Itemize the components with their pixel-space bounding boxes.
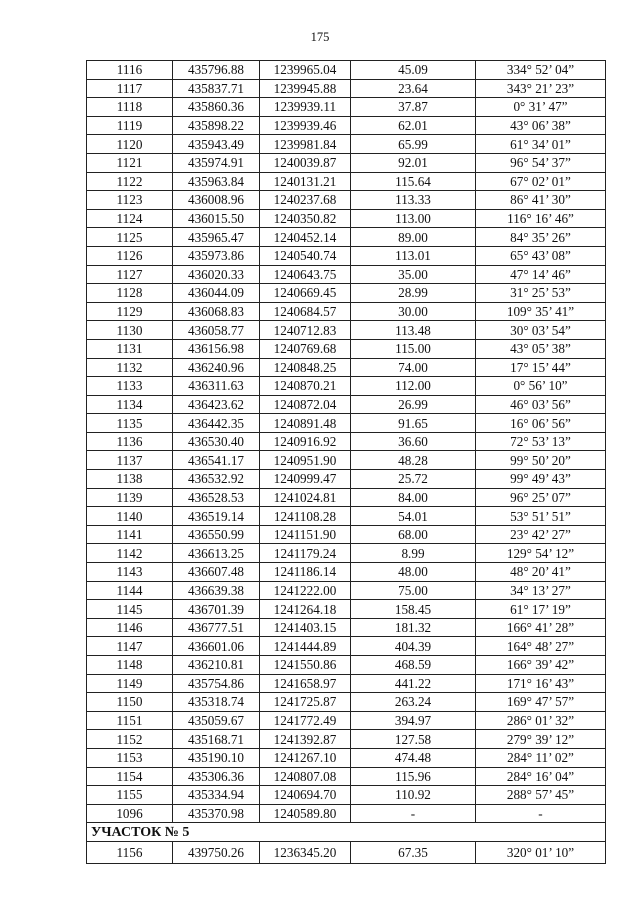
distance-cell: 127.58 <box>351 730 476 749</box>
distance-cell: 181.32 <box>351 618 476 637</box>
point-number-cell: 1136 <box>87 432 173 451</box>
table-row <box>87 581 606 600</box>
coord-y-cell: 1241772.49 <box>260 711 351 730</box>
coord-y-cell: 1240452.14 <box>260 228 351 247</box>
point-number-cell: 1138 <box>87 470 173 489</box>
table-row <box>87 730 606 749</box>
coord-x-cell: 436530.40 <box>173 432 260 451</box>
distance-cell: 113.01 <box>351 246 476 265</box>
coord-y-cell: 1239965.04 <box>260 61 351 80</box>
coord-x-cell: 435334.94 <box>173 786 260 805</box>
coord-x-cell: 439750.26 <box>173 841 260 863</box>
coord-y-cell: 1240848.25 <box>260 358 351 377</box>
point-number-cell: 1142 <box>87 544 173 563</box>
coord-y-cell: 1240589.80 <box>260 804 351 823</box>
point-number-cell: 1146 <box>87 618 173 637</box>
bearing-cell: 16° 06’ 56” <box>476 414 606 433</box>
table-row <box>87 116 606 135</box>
point-number-cell: 1124 <box>87 209 173 228</box>
point-number-cell: 1156 <box>87 841 173 863</box>
coord-x-cell: 436519.14 <box>173 507 260 526</box>
point-number-cell: 1149 <box>87 674 173 693</box>
coord-x-cell: 435754.86 <box>173 674 260 693</box>
table-row <box>87 488 606 507</box>
table-row <box>87 804 606 823</box>
coord-y-cell: 1239939.11 <box>260 98 351 117</box>
table-row <box>87 693 606 712</box>
coord-y-cell: 1241186.14 <box>260 563 351 582</box>
distance-cell: 54.01 <box>351 507 476 526</box>
point-number-cell: 1144 <box>87 581 173 600</box>
coord-x-cell: 436550.99 <box>173 525 260 544</box>
table-row <box>87 172 606 191</box>
table-row <box>87 525 606 544</box>
distance-cell: 26.99 <box>351 395 476 414</box>
bearing-cell: 169° 47’ 57” <box>476 693 606 712</box>
coord-x-cell: 435898.22 <box>173 116 260 135</box>
coord-y-cell: 1240769.68 <box>260 339 351 358</box>
point-number-cell: 1131 <box>87 339 173 358</box>
section-title: УЧАСТОК № 5 <box>87 823 606 842</box>
bearing-cell: 0° 31’ 47” <box>476 98 606 117</box>
bearing-cell: 96° 25’ 07” <box>476 488 606 507</box>
bearing-cell: 288° 57’ 45” <box>476 786 606 805</box>
coord-x-cell: 436777.51 <box>173 618 260 637</box>
bearing-cell: 0° 56’ 10” <box>476 377 606 396</box>
coord-x-cell: 435796.88 <box>173 61 260 80</box>
distance-cell: 62.01 <box>351 116 476 135</box>
coord-x-cell: 435370.98 <box>173 804 260 823</box>
bearing-cell: 23° 42’ 27” <box>476 525 606 544</box>
table-row <box>87 674 606 693</box>
bearing-cell: 284° 11’ 02” <box>476 748 606 767</box>
coord-x-cell: 436156.98 <box>173 339 260 358</box>
point-number-cell: 1140 <box>87 507 173 526</box>
bearing-cell: 109° 35’ 41” <box>476 302 606 321</box>
coord-x-cell: 436701.39 <box>173 600 260 619</box>
table-row <box>87 98 606 117</box>
coord-y-cell: 1240891.48 <box>260 414 351 433</box>
point-number-cell: 1126 <box>87 246 173 265</box>
table-row <box>87 246 606 265</box>
coord-x-cell: 436528.53 <box>173 488 260 507</box>
table-row <box>87 841 606 863</box>
distance-cell: 65.99 <box>351 135 476 154</box>
coord-x-cell: 436044.09 <box>173 284 260 303</box>
bearing-cell: 67° 02’ 01” <box>476 172 606 191</box>
coord-y-cell: 1239945.88 <box>260 79 351 98</box>
distance-cell: 8.99 <box>351 544 476 563</box>
distance-cell: 68.00 <box>351 525 476 544</box>
point-number-cell: 1143 <box>87 563 173 582</box>
coord-x-cell: 435973.86 <box>173 246 260 265</box>
distance-cell: - <box>351 804 476 823</box>
bearing-cell: - <box>476 804 606 823</box>
point-number-cell: 1135 <box>87 414 173 433</box>
distance-cell: 67.35 <box>351 841 476 863</box>
coord-x-cell: 436210.81 <box>173 656 260 675</box>
table-row <box>87 284 606 303</box>
distance-cell: 45.09 <box>351 61 476 80</box>
distance-cell: 75.00 <box>351 581 476 600</box>
distance-cell: 474.48 <box>351 748 476 767</box>
distance-cell: 37.87 <box>351 98 476 117</box>
distance-cell: 115.96 <box>351 767 476 786</box>
coord-x-cell: 435837.71 <box>173 79 260 98</box>
point-number-cell: 1129 <box>87 302 173 321</box>
table-row <box>87 600 606 619</box>
table-row <box>87 153 606 172</box>
bearing-cell: 47° 14’ 46” <box>476 265 606 284</box>
bearing-cell: 166° 41’ 28” <box>476 618 606 637</box>
bearing-cell: 30° 03’ 54” <box>476 321 606 340</box>
bearing-cell: 53° 51’ 51” <box>476 507 606 526</box>
point-number-cell: 1122 <box>87 172 173 191</box>
bearing-cell: 65° 43’ 08” <box>476 246 606 265</box>
coord-x-cell: 436442.35 <box>173 414 260 433</box>
table-row <box>87 451 606 470</box>
distance-cell: 394.97 <box>351 711 476 730</box>
bearing-cell: 284° 16’ 04” <box>476 767 606 786</box>
coord-x-cell: 435965.47 <box>173 228 260 247</box>
coord-y-cell: 1240540.74 <box>260 246 351 265</box>
distance-cell: 91.65 <box>351 414 476 433</box>
bearing-cell: 286° 01’ 32” <box>476 711 606 730</box>
table-row <box>87 414 606 433</box>
bearing-cell: 43° 06’ 38” <box>476 116 606 135</box>
table-row <box>87 544 606 563</box>
point-number-cell: 1132 <box>87 358 173 377</box>
point-number-cell: 1137 <box>87 451 173 470</box>
bearing-cell: 279° 39’ 12” <box>476 730 606 749</box>
bearing-cell: 17° 15’ 44” <box>476 358 606 377</box>
coord-y-cell: 1240237.68 <box>260 191 351 210</box>
bearing-cell: 171° 16’ 43” <box>476 674 606 693</box>
coord-x-cell: 436639.38 <box>173 581 260 600</box>
coord-y-cell: 1241222.00 <box>260 581 351 600</box>
section-row <box>87 823 606 842</box>
table-row <box>87 377 606 396</box>
point-number-cell: 1118 <box>87 98 173 117</box>
coord-y-cell: 1241179.24 <box>260 544 351 563</box>
coord-y-cell: 1241108.28 <box>260 507 351 526</box>
point-number-cell: 1154 <box>87 767 173 786</box>
bearing-cell: 99° 49’ 43” <box>476 470 606 489</box>
coord-y-cell: 1241392.87 <box>260 730 351 749</box>
coord-x-cell: 435059.67 <box>173 711 260 730</box>
distance-cell: 110.92 <box>351 786 476 805</box>
point-number-cell: 1155 <box>87 786 173 805</box>
coord-x-cell: 435318.74 <box>173 693 260 712</box>
distance-cell: 112.00 <box>351 377 476 396</box>
point-number-cell: 1133 <box>87 377 173 396</box>
table-row <box>87 395 606 414</box>
bearing-cell: 99° 50’ 20” <box>476 451 606 470</box>
point-number-cell: 1128 <box>87 284 173 303</box>
table-row <box>87 767 606 786</box>
coord-x-cell: 436613.25 <box>173 544 260 563</box>
coord-x-cell: 436020.33 <box>173 265 260 284</box>
distance-cell: 30.00 <box>351 302 476 321</box>
table-row <box>87 432 606 451</box>
table-row <box>87 563 606 582</box>
coord-y-cell: 1239939.46 <box>260 116 351 135</box>
coord-x-cell: 435943.49 <box>173 135 260 154</box>
distance-cell: 113.33 <box>351 191 476 210</box>
coord-y-cell: 1241024.81 <box>260 488 351 507</box>
point-number-cell: 1117 <box>87 79 173 98</box>
coord-x-cell: 436311.63 <box>173 377 260 396</box>
bearing-cell: 34° 13’ 27” <box>476 581 606 600</box>
point-number-cell: 1148 <box>87 656 173 675</box>
coord-x-cell: 436068.83 <box>173 302 260 321</box>
coord-y-cell: 1239981.84 <box>260 135 351 154</box>
table-row <box>87 358 606 377</box>
point-number-cell: 1150 <box>87 693 173 712</box>
point-number-cell: 1145 <box>87 600 173 619</box>
coord-y-cell: 1240694.70 <box>260 786 351 805</box>
coord-y-cell: 1241444.89 <box>260 637 351 656</box>
point-number-cell: 1125 <box>87 228 173 247</box>
table-row <box>87 209 606 228</box>
distance-cell: 92.01 <box>351 153 476 172</box>
coord-x-cell: 436532.92 <box>173 470 260 489</box>
coordinates-table <box>86 60 606 864</box>
coord-y-cell: 1236345.20 <box>260 841 351 863</box>
coord-y-cell: 1241267.10 <box>260 748 351 767</box>
table-row <box>87 470 606 489</box>
coord-y-cell: 1241264.18 <box>260 600 351 619</box>
bearing-cell: 61° 34’ 01” <box>476 135 606 154</box>
point-number-cell: 1141 <box>87 525 173 544</box>
table-row <box>87 507 606 526</box>
coord-x-cell: 435190.10 <box>173 748 260 767</box>
bearing-cell: 164° 48’ 27” <box>476 637 606 656</box>
distance-cell: 28.99 <box>351 284 476 303</box>
distance-cell: 468.59 <box>351 656 476 675</box>
point-number-cell: 1127 <box>87 265 173 284</box>
point-number-cell: 1123 <box>87 191 173 210</box>
coord-y-cell: 1240712.83 <box>260 321 351 340</box>
coord-y-cell: 1240870.21 <box>260 377 351 396</box>
table-row <box>87 748 606 767</box>
table-row <box>87 786 606 805</box>
bearing-cell: 116° 16’ 46” <box>476 209 606 228</box>
coord-x-cell: 435168.71 <box>173 730 260 749</box>
distance-cell: 84.00 <box>351 488 476 507</box>
distance-cell: 48.00 <box>351 563 476 582</box>
coord-x-cell: 436423.62 <box>173 395 260 414</box>
table-row <box>87 79 606 98</box>
bearing-cell: 166° 39’ 42” <box>476 656 606 675</box>
coord-y-cell: 1241550.86 <box>260 656 351 675</box>
coord-x-cell: 436607.48 <box>173 563 260 582</box>
coord-x-cell: 435963.84 <box>173 172 260 191</box>
distance-cell: 115.64 <box>351 172 476 191</box>
coord-x-cell: 436601.06 <box>173 637 260 656</box>
bearing-cell: 72° 53’ 13” <box>476 432 606 451</box>
bearing-cell: 31° 25’ 53” <box>476 284 606 303</box>
point-number-cell: 1153 <box>87 748 173 767</box>
table-row <box>87 618 606 637</box>
coord-y-cell: 1241403.15 <box>260 618 351 637</box>
bearing-cell: 86° 41’ 30” <box>476 191 606 210</box>
table-row <box>87 302 606 321</box>
table-row <box>87 228 606 247</box>
distance-cell: 35.00 <box>351 265 476 284</box>
coord-y-cell: 1240131.21 <box>260 172 351 191</box>
coord-y-cell: 1240643.75 <box>260 265 351 284</box>
bearing-cell: 334° 52’ 04” <box>476 61 606 80</box>
point-number-cell: 1147 <box>87 637 173 656</box>
distance-cell: 115.00 <box>351 339 476 358</box>
distance-cell: 48.28 <box>351 451 476 470</box>
distance-cell: 36.60 <box>351 432 476 451</box>
coord-y-cell: 1240669.45 <box>260 284 351 303</box>
distance-cell: 404.39 <box>351 637 476 656</box>
bearing-cell: 61° 17’ 19” <box>476 600 606 619</box>
bearing-cell: 96° 54’ 37” <box>476 153 606 172</box>
distance-cell: 25.72 <box>351 470 476 489</box>
bearing-cell: 343° 21’ 23” <box>476 79 606 98</box>
coord-y-cell: 1240872.04 <box>260 395 351 414</box>
distance-cell: 113.00 <box>351 209 476 228</box>
coord-y-cell: 1241658.97 <box>260 674 351 693</box>
coord-y-cell: 1240916.92 <box>260 432 351 451</box>
coord-y-cell: 1240999.47 <box>260 470 351 489</box>
distance-cell: 74.00 <box>351 358 476 377</box>
bearing-cell: 84° 35’ 26” <box>476 228 606 247</box>
distance-cell: 441.22 <box>351 674 476 693</box>
bearing-cell: 320° 01’ 10” <box>476 841 606 863</box>
point-number-cell: 1121 <box>87 153 173 172</box>
page-number: 175 <box>310 30 330 44</box>
point-number-cell: 1134 <box>87 395 173 414</box>
point-number-cell: 1139 <box>87 488 173 507</box>
coord-y-cell: 1240951.90 <box>260 451 351 470</box>
coord-y-cell: 1240807.08 <box>260 767 351 786</box>
distance-cell: 158.45 <box>351 600 476 619</box>
coord-x-cell: 436058.77 <box>173 321 260 340</box>
bearing-cell: 43° 05’ 38” <box>476 339 606 358</box>
coord-y-cell: 1240039.87 <box>260 153 351 172</box>
point-number-cell: 1152 <box>87 730 173 749</box>
coord-x-cell: 435974.91 <box>173 153 260 172</box>
bearing-cell: 48° 20’ 41” <box>476 563 606 582</box>
coord-y-cell: 1240350.82 <box>260 209 351 228</box>
table-row <box>87 339 606 358</box>
point-number-cell: 1120 <box>87 135 173 154</box>
table-row <box>87 265 606 284</box>
point-number-cell: 1151 <box>87 711 173 730</box>
coord-x-cell: 435306.36 <box>173 767 260 786</box>
distance-cell: 23.64 <box>351 79 476 98</box>
coord-x-cell: 435860.36 <box>173 98 260 117</box>
coord-x-cell: 436015.50 <box>173 209 260 228</box>
coord-x-cell: 436240.96 <box>173 358 260 377</box>
point-number-cell: 1096 <box>87 804 173 823</box>
point-number-cell: 1119 <box>87 116 173 135</box>
coord-y-cell: 1241151.90 <box>260 525 351 544</box>
bearing-cell: 46° 03’ 56” <box>476 395 606 414</box>
table-row <box>87 61 606 80</box>
point-number-cell: 1130 <box>87 321 173 340</box>
distance-cell: 89.00 <box>351 228 476 247</box>
distance-cell: 113.48 <box>351 321 476 340</box>
bearing-cell: 129° 54’ 12” <box>476 544 606 563</box>
table-row <box>87 637 606 656</box>
coord-x-cell: 436541.17 <box>173 451 260 470</box>
table-row <box>87 135 606 154</box>
coord-y-cell: 1240684.57 <box>260 302 351 321</box>
table-row <box>87 711 606 730</box>
coord-y-cell: 1241725.87 <box>260 693 351 712</box>
coord-x-cell: 436008.96 <box>173 191 260 210</box>
table-row <box>87 191 606 210</box>
point-number-cell: 1116 <box>87 61 173 80</box>
table-row <box>87 656 606 675</box>
table-row <box>87 321 606 340</box>
distance-cell: 263.24 <box>351 693 476 712</box>
